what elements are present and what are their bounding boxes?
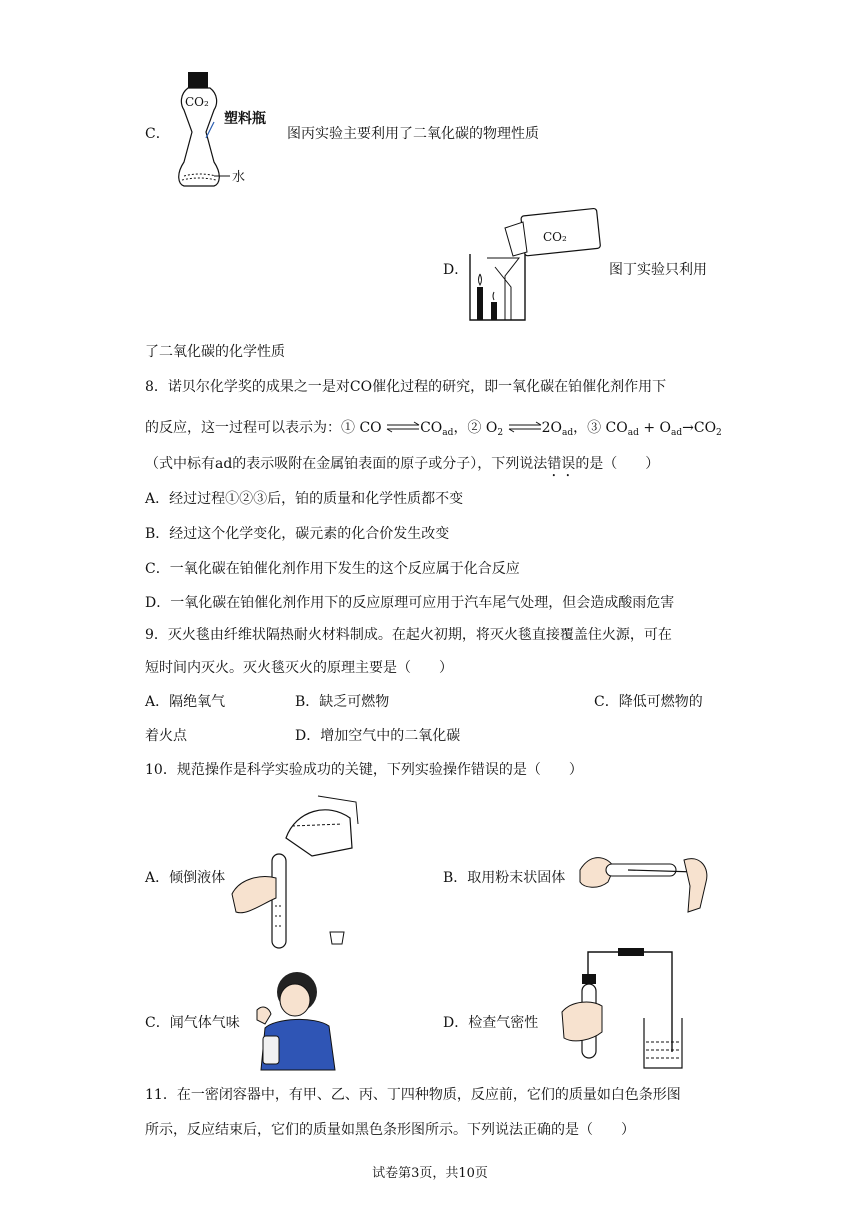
q9-option-b: B．缺乏可燃物 — [295, 694, 390, 710]
airtightness-check-figure — [562, 948, 694, 1072]
plastic-bottle-figure — [170, 70, 270, 195]
beaker-candles-figure — [465, 212, 605, 327]
q9-option-d: D．增加空气中的二氧化碳 — [295, 728, 461, 744]
q7-option-d-text-2: 了二氧化碳的化学性质 — [145, 344, 285, 360]
plastic-bottle-label: 塑料瓶 — [224, 111, 266, 127]
q8-stem-line2: 的反应，这一过程可以表示为：① CO $CO_{ad}$，② $O_2$ $2O_{ad}$，③ $CO_{ad} + O_{ad}\to CO_2$ — [145, 420, 722, 438]
q10-option-a: A．倾倒液体 — [145, 870, 226, 886]
page-footer: 试卷第3页，共10页 — [372, 1166, 488, 1181]
q10-option-d: D．检查气密性 — [443, 1015, 539, 1031]
powder-scoop-figure — [576, 842, 712, 914]
q7-option-d-text-1: 图丁实验只利用 — [609, 262, 707, 278]
reversible-arrow-icon — [386, 418, 420, 438]
pouring-liquid-figure — [232, 796, 362, 954]
q8-option-d: D．一氧化碳在铂催化剂作用下的反应原理可应用于汽车尾气处理，但会造成酸雨危害 — [145, 595, 675, 611]
q9-option-a: A．隔绝氧气 — [145, 694, 226, 710]
q9-option-c-line2: 着火点 — [145, 728, 187, 744]
q8-option-b: B．经过这个化学变化，碳元素的化合价发生改变 — [145, 526, 450, 542]
q11-stem-line1: 11．在一密闭容器中，有甲、乙、丙、丁四种物质，反应前，它们的质量如白色条形图 — [145, 1087, 681, 1103]
q9-option-c-line1: C．降低可燃物的 — [594, 694, 703, 710]
q7-option-d-label: D． — [443, 262, 469, 278]
q8-option-a: A．经过过程①②③后，铂的质量和化学性质都不变 — [145, 491, 464, 507]
q8-stem-line1: 8．诺贝尔化学奖的成果之一是对CO催化过程的研究，即一氧化碳在铂催化剂作用下 — [145, 379, 667, 395]
q7-option-c-label: C． — [145, 126, 170, 142]
q8-option-c: C．一氧化碳在铂催化剂作用下发生的这个反应属于化合反应 — [145, 561, 520, 577]
q7-option-c-text: 图丙实验主要利用了二氧化碳的物理性质 — [287, 126, 539, 142]
co2-cylinder-label: CO₂ — [543, 230, 567, 244]
q10-option-c: C．闻气体气味 — [145, 1015, 240, 1031]
co2-bottle-label: CO₂ — [185, 95, 209, 109]
q11-stem-line2: 所示，反应结束后，它们的质量如黑色条形图所示。下列说法正确的是（ ） — [145, 1122, 635, 1138]
smelling-gas-figure — [255, 970, 339, 1070]
reversible-arrow-icon — [508, 418, 542, 438]
q10-option-b: B．取用粉末状固体 — [443, 870, 566, 886]
q9-stem-line2: 短时间内灭火。灭火毯灭火的原理主要是（ ） — [145, 660, 453, 676]
q9-stem-line1: 9．灭火毯由纤维状隔热耐火材料制成。在起火初期，将灭火毯直接覆盖住火源，可在 — [145, 627, 672, 643]
water-label: 水 — [232, 170, 246, 185]
q10-stem: 10．规范操作是科学实验成功的关键，下列实验操作错误的是（ ） — [145, 762, 583, 778]
q8-stem-line3: （式中标有ad的表示吸附在金属铂表面的原子或分子），下列说法错误的是（ ） — [145, 456, 660, 472]
